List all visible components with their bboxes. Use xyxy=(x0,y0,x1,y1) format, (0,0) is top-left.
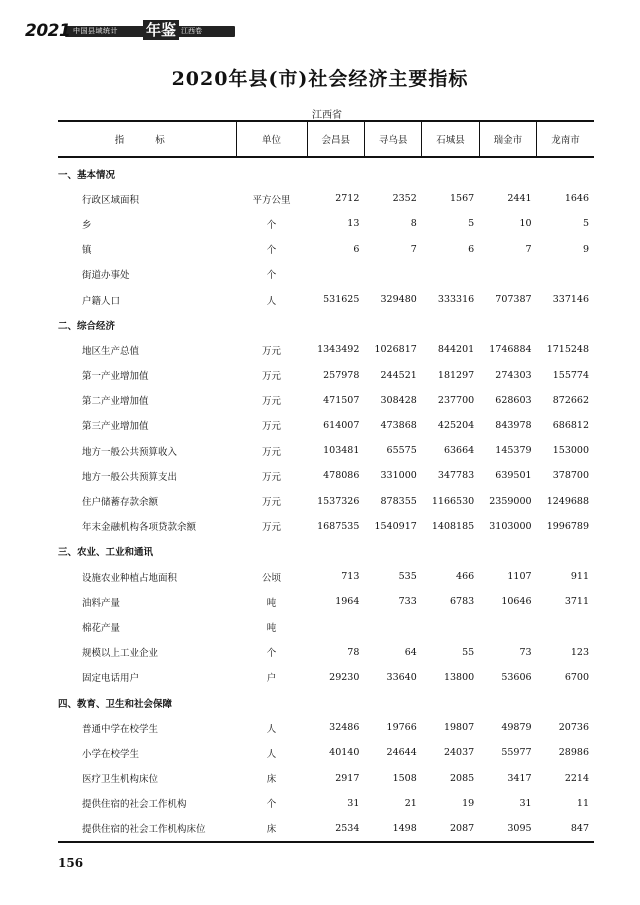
value-cell: 24037 xyxy=(443,747,475,759)
unit-cell: 个 xyxy=(266,245,277,257)
value-cell: 628603 xyxy=(495,394,532,406)
table-row xyxy=(58,337,594,362)
value-cell: 337146 xyxy=(552,294,589,306)
table-row xyxy=(58,564,594,589)
unit-cell: 吨 xyxy=(266,597,277,609)
value-cell: 19766 xyxy=(386,722,417,734)
value-cell: 65575 xyxy=(386,445,417,457)
unit-cell: 个 xyxy=(266,270,277,282)
table-row xyxy=(58,438,594,463)
indicator-label: 户籍人口 xyxy=(82,295,121,307)
value-cell: 713 xyxy=(341,571,360,583)
unit-cell: 万元 xyxy=(261,371,281,383)
header-year: 2021 xyxy=(25,21,71,41)
indicator-header: 指 标 xyxy=(58,121,236,157)
unit-cell: 户 xyxy=(266,673,277,685)
value-cell: 28986 xyxy=(558,747,589,759)
unit-cell: 个 xyxy=(266,648,277,660)
table-row xyxy=(58,766,594,791)
indicators-table xyxy=(58,120,594,843)
table-row xyxy=(58,614,594,639)
indicator-label: 医疗卫生机构床位 xyxy=(82,774,159,786)
unit-cell: 平方公里 xyxy=(252,194,291,206)
indicator-label: 镇 xyxy=(82,245,92,257)
table-row xyxy=(58,463,594,488)
table-row xyxy=(58,237,594,262)
value-cell xyxy=(479,262,536,287)
value-cell: 1715248 xyxy=(546,344,589,356)
value-cell: 872662 xyxy=(552,394,589,406)
unit-cell: 人 xyxy=(266,723,277,735)
value-cell: 7 xyxy=(525,243,532,255)
unit-cell: 床 xyxy=(266,774,277,786)
value-cell: 2352 xyxy=(392,193,417,205)
value-cell: 6 xyxy=(468,243,475,255)
value-cell: 1646 xyxy=(564,193,589,205)
value-cell: 1026817 xyxy=(374,344,417,356)
indicator-label: 住户储蓄存款余额 xyxy=(82,497,159,509)
value-cell: 123 xyxy=(570,646,589,658)
value-cell: 32486 xyxy=(329,722,360,734)
value-cell: 847 xyxy=(537,816,594,842)
indicator-label: 第一产业增加值 xyxy=(82,371,149,383)
value-cell: 308428 xyxy=(380,394,417,406)
value-cell: 1540917 xyxy=(374,520,417,532)
value-cell: 535 xyxy=(398,571,417,583)
indicator-label: 提供住宿的社会工作机构 xyxy=(82,799,187,811)
table-row xyxy=(58,363,594,388)
value-cell: 2441 xyxy=(507,193,532,205)
value-cell: 329480 xyxy=(380,294,417,306)
value-cell: 425204 xyxy=(437,419,475,431)
value-cell: 181297 xyxy=(437,369,475,381)
value-cell: 6783 xyxy=(449,596,475,608)
value-cell: 473868 xyxy=(380,419,417,431)
section-heading: 三、农业、工业和通讯 xyxy=(58,547,154,559)
value-cell: 1343492 xyxy=(317,344,360,356)
indicator-label: 棉花产量 xyxy=(82,622,121,634)
value-cell: 11 xyxy=(576,797,589,809)
indicator-label: 设施农业种植占地面积 xyxy=(82,572,178,584)
table-row xyxy=(58,715,594,740)
value-cell: 155774 xyxy=(552,369,589,381)
value-cell: 1508 xyxy=(392,772,417,784)
table-row xyxy=(58,488,594,513)
value-cell: 19 xyxy=(462,797,475,809)
value-cell: 7 xyxy=(410,243,417,255)
value-cell: 274303 xyxy=(495,369,532,381)
indicator-label: 第二产业增加值 xyxy=(82,396,149,408)
value-cell: 878355 xyxy=(380,495,417,507)
table-row xyxy=(58,816,594,842)
value-cell: 707387 xyxy=(495,294,532,306)
value-cell: 13800 xyxy=(443,671,475,683)
header-series: 中国县域统计 xyxy=(73,27,118,35)
unit-cell: 万元 xyxy=(261,421,281,433)
table-body xyxy=(58,157,594,842)
indicator-label: 地区生产总值 xyxy=(82,345,140,357)
value-cell: 333316 xyxy=(437,294,475,306)
value-cell: 2087 xyxy=(422,816,479,842)
value-cell: 33640 xyxy=(386,671,417,683)
indicator-label: 街道办事处 xyxy=(82,270,130,282)
section-heading: 二、综合经济 xyxy=(58,320,116,332)
section-row xyxy=(58,312,594,337)
value-cell: 13 xyxy=(347,218,360,230)
county-header: 龙南市 xyxy=(537,121,594,157)
value-cell: 2712 xyxy=(335,193,360,205)
indicator-label: 乡 xyxy=(82,219,92,231)
value-cell: 471507 xyxy=(323,394,360,406)
value-cell: 29230 xyxy=(329,671,360,683)
table-row xyxy=(58,514,594,539)
value-cell xyxy=(422,262,479,287)
value-cell: 21 xyxy=(404,797,417,809)
value-cell: 73 xyxy=(519,646,532,658)
table-header-row xyxy=(58,121,594,157)
unit-cell: 万元 xyxy=(261,345,281,357)
value-cell: 31 xyxy=(347,797,360,809)
indicator-label: 行政区域面积 xyxy=(82,194,140,206)
value-cell: 8 xyxy=(410,218,417,230)
unit-cell: 万元 xyxy=(261,497,281,509)
indicator-label: 油料产量 xyxy=(82,597,121,609)
value-cell: 24644 xyxy=(386,747,417,759)
value-cell: 78 xyxy=(347,646,360,658)
value-cell: 2085 xyxy=(449,772,475,784)
table-row xyxy=(58,388,594,413)
value-cell xyxy=(364,262,421,287)
value-cell: 1498 xyxy=(364,816,421,842)
value-cell: 257978 xyxy=(323,369,360,381)
section-row xyxy=(58,690,594,715)
value-cell: 237700 xyxy=(437,394,475,406)
value-cell xyxy=(307,614,364,639)
unit-cell: 床 xyxy=(236,816,307,842)
header-province-tag: 江西卷 xyxy=(181,27,202,35)
value-cell: 1996789 xyxy=(546,520,589,532)
value-cell: 49879 xyxy=(501,722,532,734)
value-cell: 153000 xyxy=(552,445,589,457)
value-cell: 2917 xyxy=(335,772,360,784)
value-cell: 20736 xyxy=(558,722,589,734)
value-cell: 244521 xyxy=(380,369,417,381)
value-cell: 40140 xyxy=(329,747,360,759)
value-cell xyxy=(537,614,594,639)
value-cell: 55977 xyxy=(501,747,532,759)
table-row xyxy=(58,211,594,236)
value-cell: 6700 xyxy=(564,671,589,683)
value-cell: 614007 xyxy=(323,419,360,431)
value-cell: 466 xyxy=(456,571,475,583)
section-row xyxy=(58,539,594,564)
value-cell: 5 xyxy=(582,218,589,230)
value-cell: 63664 xyxy=(443,445,475,457)
indicator-label: 固定电话用户 xyxy=(82,673,140,685)
value-cell: 1408185 xyxy=(431,520,475,532)
unit-cell: 人 xyxy=(266,295,277,307)
indicator-label: 普通中学在校学生 xyxy=(82,723,159,735)
table-row xyxy=(58,589,594,614)
table-row xyxy=(58,640,594,665)
value-cell xyxy=(307,262,364,287)
table-row xyxy=(58,740,594,765)
county-header: 会昌县 xyxy=(307,121,364,157)
value-cell: 9 xyxy=(582,243,589,255)
indicator-label: 第三产业增加值 xyxy=(82,421,149,433)
value-cell: 31 xyxy=(519,797,532,809)
value-cell: 639501 xyxy=(495,470,532,482)
value-cell: 733 xyxy=(398,596,417,608)
value-cell: 911 xyxy=(570,571,589,583)
indicator-label: 规模以上工业企业 xyxy=(82,648,159,660)
value-cell xyxy=(479,614,536,639)
value-cell: 2214 xyxy=(564,772,589,784)
unit-cell: 万元 xyxy=(261,446,281,458)
unit-cell: 万元 xyxy=(261,396,281,408)
county-header: 寻乌县 xyxy=(364,121,421,157)
section-heading: 四、教育、卫生和社会保障 xyxy=(58,698,173,710)
value-cell: 53606 xyxy=(501,671,532,683)
table-row xyxy=(58,413,594,438)
value-cell: 843978 xyxy=(495,419,532,431)
table-row xyxy=(58,791,594,816)
table-row xyxy=(58,186,594,211)
value-cell: 378700 xyxy=(552,470,589,482)
section-row xyxy=(58,157,594,186)
indicator-label: 地方一般公共预算支出 xyxy=(82,471,178,483)
unit-cell: 个 xyxy=(266,219,277,231)
table-row xyxy=(58,287,594,312)
value-cell: 3103000 xyxy=(489,520,532,532)
value-cell: 531625 xyxy=(323,294,360,306)
unit-header: 单位 xyxy=(236,121,307,157)
value-cell: 64 xyxy=(404,646,417,658)
page-title: 2020年县(市)社会经济主要指标 xyxy=(171,68,469,90)
indicator-label: 地方一般公共预算收入 xyxy=(82,446,178,458)
value-cell: 2359000 xyxy=(489,495,532,507)
value-cell xyxy=(422,614,479,639)
value-cell: 686812 xyxy=(552,419,589,431)
value-cell: 347783 xyxy=(437,470,475,482)
value-cell: 55 xyxy=(462,646,475,658)
value-cell: 1746884 xyxy=(489,344,532,356)
unit-cell: 万元 xyxy=(261,522,281,534)
value-cell: 3417 xyxy=(507,772,532,784)
section-heading: 一、基本情况 xyxy=(58,169,116,181)
value-cell: 331000 xyxy=(380,470,417,482)
value-cell: 1964 xyxy=(335,596,360,608)
indicator-label: 年末金融机构各项贷款余额 xyxy=(82,522,197,534)
value-cell: 844201 xyxy=(437,344,475,356)
value-cell: 2534 xyxy=(307,816,364,842)
value-cell: 103481 xyxy=(323,445,360,457)
province-label: 江西省 xyxy=(312,110,342,121)
unit-cell: 人 xyxy=(266,748,277,760)
value-cell: 1107 xyxy=(507,571,532,583)
value-cell: 3711 xyxy=(564,596,589,608)
value-cell: 3095 xyxy=(479,816,536,842)
page-number: 156 xyxy=(58,856,84,870)
indicator-label: 提供住宿的社会工作机构床位 xyxy=(58,816,236,842)
value-cell: 1687535 xyxy=(317,520,360,532)
table-row xyxy=(58,262,594,287)
indicator-label: 小学在校学生 xyxy=(82,748,140,760)
value-cell: 6 xyxy=(353,243,360,255)
county-header: 瑞金市 xyxy=(479,121,536,157)
unit-cell: 万元 xyxy=(261,471,281,483)
value-cell: 1537326 xyxy=(317,495,360,507)
value-cell: 1166530 xyxy=(431,495,475,507)
county-header: 石城县 xyxy=(422,121,479,157)
value-cell: 5 xyxy=(468,218,475,230)
unit-cell: 个 xyxy=(266,799,277,811)
unit-cell: 吨 xyxy=(266,622,277,634)
value-cell: 145379 xyxy=(495,445,532,457)
header-nianjian: 年鉴 xyxy=(143,20,179,40)
value-cell: 1567 xyxy=(449,193,475,205)
value-cell: 10646 xyxy=(501,596,532,608)
value-cell: 10 xyxy=(519,218,532,230)
unit-cell: 公顷 xyxy=(261,572,281,584)
table-row xyxy=(58,665,594,690)
value-cell xyxy=(537,262,594,287)
value-cell: 19807 xyxy=(443,722,475,734)
running-header xyxy=(25,22,235,40)
value-cell xyxy=(364,614,421,639)
value-cell: 1249688 xyxy=(546,495,589,507)
value-cell: 478086 xyxy=(323,470,360,482)
